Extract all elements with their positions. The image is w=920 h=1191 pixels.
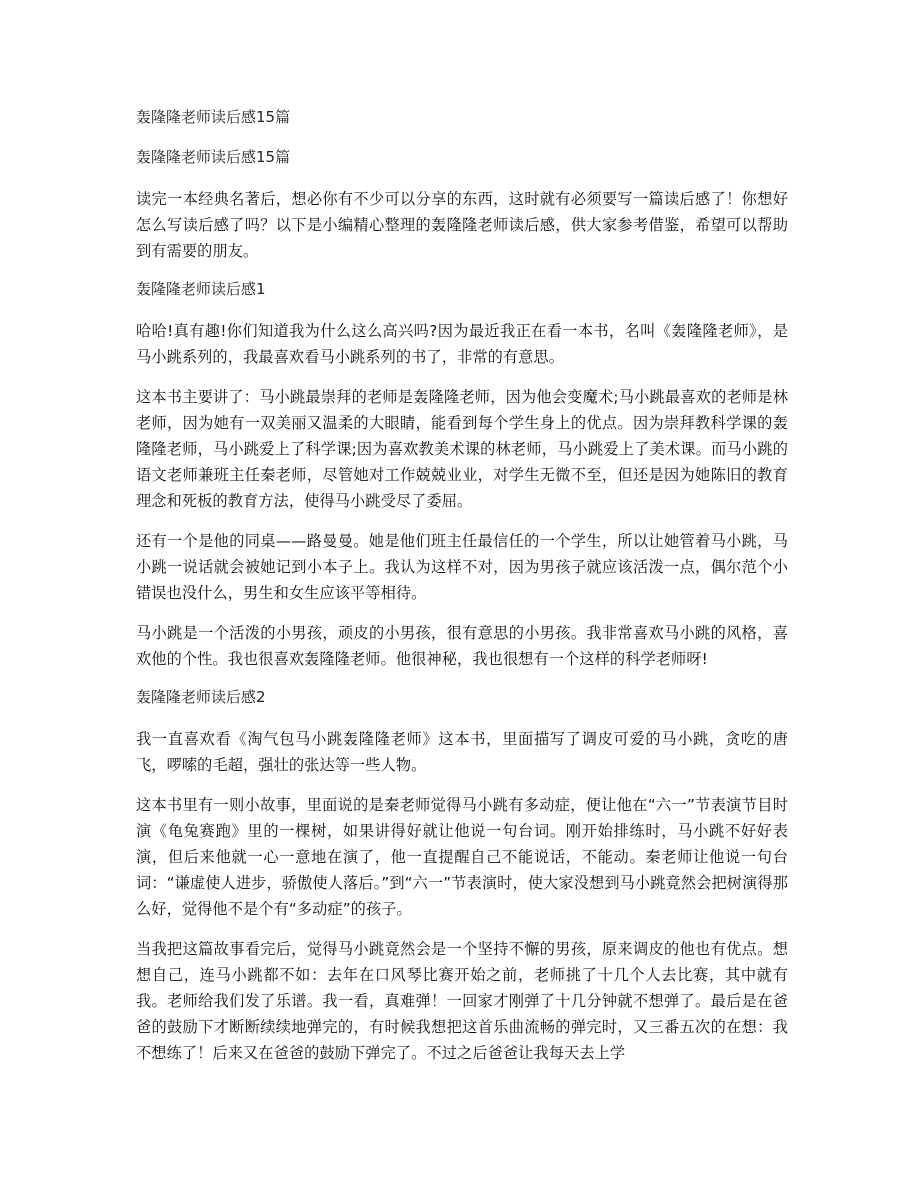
paragraph: 当我把这篇故事看完后，觉得马小跳竟然会是一个坚持不懈的男孩，原来调皮的他也有优点。想想自己，连马小跳都不如：去年在口风琴比赛开始之前，老师挑了十几个人去比赛，其中就有我。老师给我们发了乐谱。我一看，真难弹！一回家才刚弹了十几分钟就不想弹了。最后是在爸爸的鼓励下才断断续续地弹完的，有时候我想把这首乐曲流畅的弹完时，又三番五次的在想：我不想练了！后来又在爸爸的鼓励下弹完了。不过之后爸爸让我每天去上学 [136,940,788,1062]
document-page [136,106,788,1080]
section-heading: 轰隆隆老师读后感1 [136,280,266,298]
paragraph: 我一直喜欢看《淘气包马小跳轰隆隆老师》这本书，里面描写了调皮可爱的马小跳，贪吃的唐飞，啰嗦的毛超，强壮的张达等一些人物。 [136,730,788,774]
intro-paragraph: 读完一本经典名著后，想必你有不少可以分享的东西，这时就有必须要写一篇读后感了！你想好怎么写读后感了吗？以下是小编精心整理的轰隆隆老师读后感，供大家参考借鉴，希望可以帮助到有需要的朋友。 [136,190,788,260]
document-subtitle: 轰隆隆老师读后感15篇 [136,148,291,166]
section-heading: 轰隆隆老师读后感2 [136,688,266,706]
paragraph: 还有一个是他的同桌——路曼曼。她是他们班主任最信任的一个学生，所以让她管着马小跳，马小跳一说话就会被她记到小本子上。我认为这样不对，因为男孩子就应该活泼一点，偶尔范个小错误也没什么，男生和女生应该平等相待。 [136,532,788,602]
document-title: 轰隆隆老师读后感15篇 [136,108,291,126]
paragraph: 这本书里有一则小故事，里面说的是秦老师觉得马小跳有多动症，便让他在“六一”节表演节目时演《龟兔赛跑》里的一棵树，如果讲得好就让他说一句台词。刚开始排练时，马小跳不好好表演，但后来他就一心一意地在演了，他一直提醒自己不能说话，不能动。秦老师让他说一句台词：“谦虚使人进步，骄傲使人落后。”到“六一”节表演时，使大家没想到马小跳竟然会把树演得那么好，觉得他不是个有“多动症”的孩子。 [136,796,788,918]
paragraph: 这本书主要讲了：马小跳最崇拜的老师是轰隆隆老师，因为他会变魔术;马小跳最喜欢的老师是林老师，因为她有一双美丽又温柔的大眼睛，能看到每个学生身上的优点。因为崇拜教科学课的轰隆隆老师，马小跳爱上了科学课;因为喜欢教美术课的林老师，马小跳爱上了美术课。而马小跳的语文老师兼班主任秦老师，尽管她对工作兢兢业业，对学生无微不至，但还是因为她陈旧的教育理念和死板的教育方法，使得马小跳受尽了委屈。 [136,388,788,510]
paragraph: 哈哈!真有趣!你们知道我为什么这么高兴吗?因为最近我正在看一本书，名叫《轰隆隆老师》，是马小跳系列的，我最喜欢看马小跳系列的书了，非常的有意思。 [136,322,788,366]
paragraph: 马小跳是一个活泼的小男孩，顽皮的小男孩，很有意思的小男孩。我非常喜欢马小跳的风格，喜欢他的个性。我也很喜欢轰隆隆老师。他很神秘，我也很想有一个这样的科学老师呀! [136,624,788,668]
